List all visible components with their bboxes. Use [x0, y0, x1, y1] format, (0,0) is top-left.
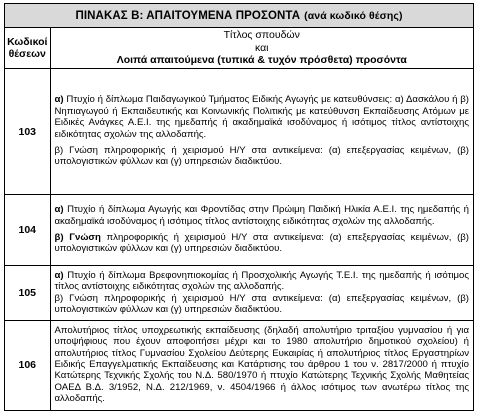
table-row — [5, 321, 473, 410]
paragraph-text: Πτυχίο ή δίπλωμα Αγωγής και Φροντίδας στην Πρώιμη Παιδική Ηλικία Α.Ε.Ι. της ημεδαπής ή ακαδημαϊκά ισοδύναμος ή ισότιμος τίτλος αντίστοιχης ειδικότητας σχολών της αλλοδαπής. — [54, 204, 469, 227]
paragraph-text: πληροφορικής ή χειρισμού Η/Υ στα αντικείμενα: (α) επεξεργασίας κειμένων, (β) υπολογιστικών φύλλων και (γ) υπηρεσιών διαδικτύου. — [54, 232, 469, 255]
paragraph-marker: β) — [54, 144, 64, 156]
requirement-paragraph — [55, 232, 470, 255]
header-row — [5, 28, 473, 69]
header-code-line1: Κωδικοί — [7, 36, 48, 48]
paragraph-text: Γνώση πληροφορικής ή χειρισμού Η/Υ στα αντικείμενα: (α) επεξεργασίας κειμένων, (β) υπολογιστικών φύλλων και (γ) υπηρεσιών διαδικτύου. — [54, 144, 469, 168]
table-title-main: ΠΙΝΑΚΑΣ Β: ΑΠΑΙΤΟΥΜΕΝΑ ΠΡΟΣΟΝΤΑ — [75, 9, 301, 22]
requirement-paragraph — [55, 145, 470, 168]
requirement-paragraph — [55, 94, 470, 140]
header-title-line1: Τίτλος σπουδών — [223, 29, 300, 42]
table-title-sub: (ανά κωδικό θέσης) — [304, 9, 403, 22]
table-row — [5, 195, 473, 266]
table-row — [5, 69, 473, 195]
paragraph-marker: β) — [54, 292, 64, 304]
paragraph-marker: α) — [54, 204, 64, 216]
position-code: 105 — [5, 266, 50, 321]
paragraph-marker: β) Γνώση — [54, 232, 101, 243]
header-code-cell — [5, 28, 50, 69]
paragraph-text: Γνώση πληροφορικής ή χειρισμού Η/Υ στα αντικείμενα: (α) επεξεργασίας κειμένων, (β) υπολογιστικών φύλλων και (γ) υπηρεσιών διαδικτύου. — [54, 292, 469, 315]
requirements-table — [4, 3, 474, 411]
header-title-line2: και — [254, 41, 269, 54]
header-title-line3: Λοιπά απαιτούμενα (τυπικά & τυχόν πρόσθετα) προσόντα — [116, 54, 407, 67]
header-code-line2: θέσεων — [8, 48, 46, 60]
paragraph-marker: α) — [54, 269, 64, 281]
paragraph-text: Πτυχίο ή δίπλωμα Παιδαγωγικού Τμήματος Ειδικής Αγωγής με κατευθύνσεις: α) Δασκάλου ή β) Νηπιαγωγού ή Εκπαιδευτικής και Κοινωνικής Πολιτικής με κατεύθυνση Εκπαίδευσης Ατόμων με Ειδικές Ανάγκες Α.Ε.Ι. της ημεδαπής ή ακαδημαϊκά ισοδύναμος ή ισότιμος τίτλος αντίστοιχης ειδικότητας σχολών της αλλοδαπής. — [54, 94, 469, 140]
requirement-paragraph — [55, 293, 470, 316]
header-title-cell — [50, 28, 473, 69]
position-code: 106 — [5, 321, 50, 410]
requirements-text — [50, 195, 473, 266]
requirement-paragraph: Απολυτήριος τίτλος υποχρεωτικής εκπαίδευσης (δηλαδή απολυτήριο τριταξίου γυμνασίου ή για υποψήφιους που έχουν αποφοιτήσει μέχρι και το 1980 απολυτήριο δημοτικού σχολείου) ή απολυτήριος τίτλος Γυμνασίου Σχολείου Δεύτερης Ευκαιρίας ή απολυτήριος τίτλος Εργαστηρίων Ειδικής Επαγγελματικής Εκπαίδευσης και Κατάρτισης του άρθρου 1 του ν. 2817/2000 ή πτυχίο Κατώτερης Τεχνικής Σχολής του Ν.Δ. 580/1970 ή πτυχίο Κατώτερης Τεχνικής Σχολής Μαθητείας ΟΑΕΔ Β.Δ. 3/1952, Ν.Δ. 212/1969, ν. 4504/1966 ή άλλος ισότιμος των ανωτέρω τίτλος της αλλοδαπής. — [54, 324, 469, 405]
paragraph-marker: α) — [54, 94, 64, 106]
table-title — [5, 4, 473, 28]
position-code: 103 — [5, 69, 50, 195]
table-row — [5, 266, 473, 321]
requirement-paragraph — [55, 270, 470, 293]
paragraph-text: Πτυχίο ή δίπλωμα Βρεφονηπιοκομίας ή Προσχολικής Αγωγής Τ.Ε.Ι. της ημεδαπής ή ισότιμος τίτλος αντίστοιχης ειδικότητας σχολών της αλλοδαπής. — [54, 269, 469, 293]
requirements-text — [50, 69, 473, 195]
requirement-paragraph — [55, 204, 470, 227]
position-code: 104 — [5, 195, 50, 266]
requirements-text — [50, 321, 473, 410]
requirements-grid — [5, 28, 473, 410]
requirements-text — [50, 266, 473, 321]
